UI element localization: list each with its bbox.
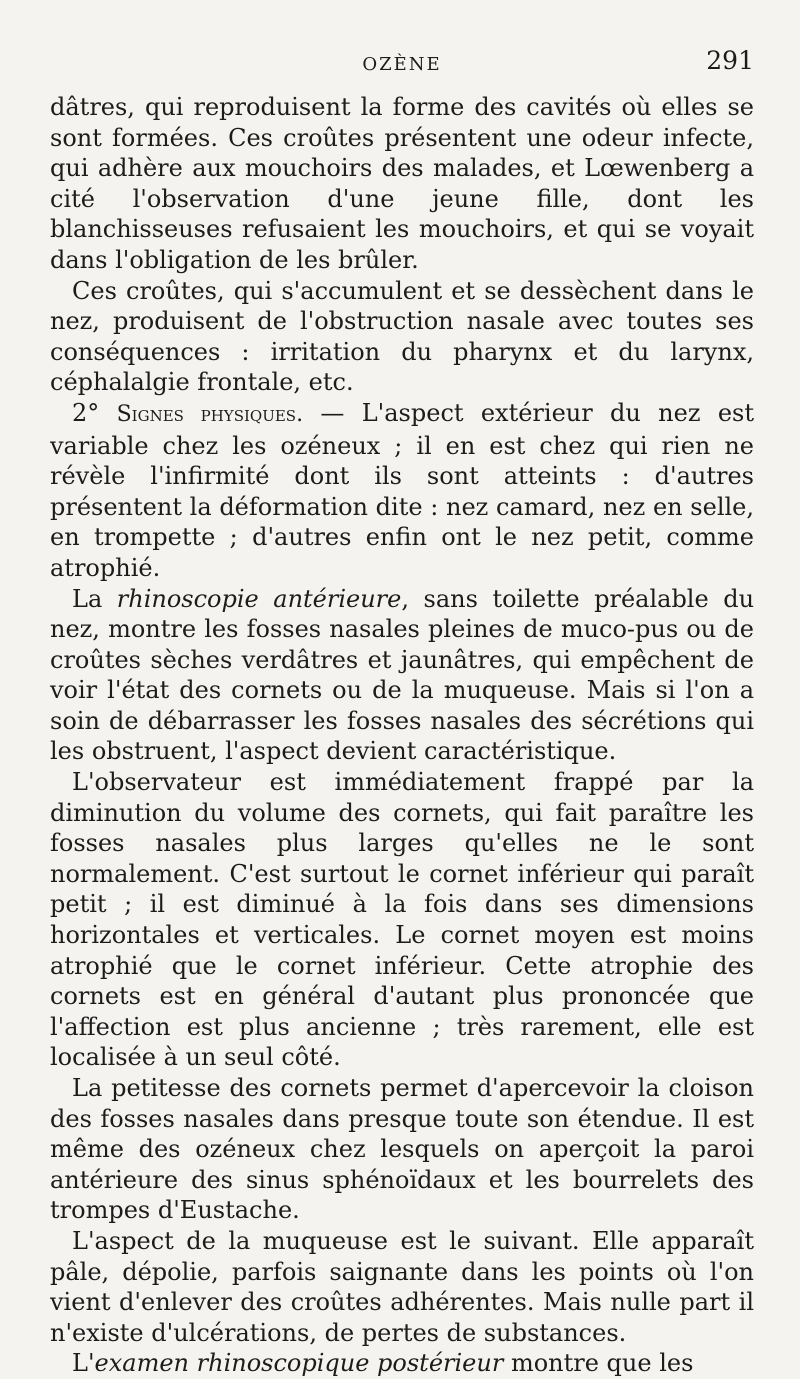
paragraph-3: [50, 398, 754, 584]
paragraph-7-text: L'aspect de la muqueuse est le suivant. Elle apparaît pâle, dépolie, parfois saignante dans les points où l'on vient d'enlever des croûtes adhérentes. Mais nulle part il n'existe d'ulcérations, de pertes de substances.: [50, 1226, 754, 1347]
paragraph-8-text: montre que les: [503, 1349, 694, 1378]
paragraph-4-emphasis: rhinoscopie antérieure: [116, 584, 402, 613]
section-number: 2°: [72, 398, 100, 427]
paragraph-8-emphasis: examen rhinoscopique postérieur: [94, 1349, 504, 1378]
paragraph-4: [50, 584, 754, 768]
paragraph-6: [50, 1073, 754, 1226]
running-head: [50, 0, 754, 92]
page-number: 291: [706, 46, 754, 75]
paragraph-6-text: La petitesse des cornets permet d'apercevoir la cloison des fosses nasales dans presque toute son étendue. Il est même des ozéneux chez lesquels on aperçoit la paroi antérieure des sinus sphénoïdaux et les bourrelets des trompes d'Eustache.: [50, 1074, 754, 1225]
running-title: OZÈNE: [362, 54, 442, 75]
paragraph-8-lead: L': [72, 1349, 95, 1378]
paragraph-1: [50, 92, 754, 276]
paragraph-5-text: L'observateur est immédiatement frappé par la diminution du volume des cornets, qui fait paraître les fosses nasales plus larges qu'elles ne le sont normalement. C'est surtout le cornet inférieur qui paraît petit ; il est diminué à la fois dans ses dimensions horizontales et verticales. Le cornet moyen est moins atrophié que le cornet inférieur. Cette atrophie des cornets est en général d'autant plus prononcée que l'affection est plus ancienne ; très rarement, elle est localisée à un seul côté.: [50, 768, 754, 1072]
paragraph-4-text: , sans toilette préalable du nez, montre les fosses nasales pleines de muco-pus ou de croûtes sèches verdâtres et jaunâtres, qui empêchent de voir l'état des cornets ou de la muqueuse. Mais si l'on a soin de débarrasser les fosses nasales des sécrétions qui les obstruent, l'aspect devient caractéristique.: [50, 584, 755, 766]
paragraph-5: [50, 767, 754, 1073]
paragraph-4-lead: La: [72, 584, 117, 613]
paragraph-2: [50, 276, 754, 398]
body-text: [50, 92, 754, 1379]
section-heading: Signes physiques.: [116, 401, 304, 427]
paragraph-7: [50, 1226, 754, 1348]
paragraph-2-text: Ces croûtes, qui s'accumulent et se dessèchent dans le nez, produisent de l'obstruction nasale avec toutes ses conséquences : irritation du pharynx et du larynx, céphalalgie frontale, etc.: [50, 276, 754, 397]
paragraph-8: [50, 1348, 754, 1379]
paragraph-3-text: — L'aspect extérieur du nez est variable chez les ozéneux ; il en est chez qui rien ne révèle l'infirmité dont ils sont atteints : d'autres présentent la déformation dite : nez camard, nez en selle, en trompette ; d'autres enfin ont le nez petit, comme atrophié.: [50, 398, 754, 582]
paragraph-1-text: dâtres, qui reproduisent la forme des cavités où elles se sont formées. Ces croûtes présentent une odeur infecte, qui adhère aux mouchoirs des malades, et Lœwenberg a cité l'observation d'une jeune fille, dont les blanchisseuses refusaient les mouchoirs, et qui se voyait dans l'obligation de les brûler.: [50, 93, 754, 274]
